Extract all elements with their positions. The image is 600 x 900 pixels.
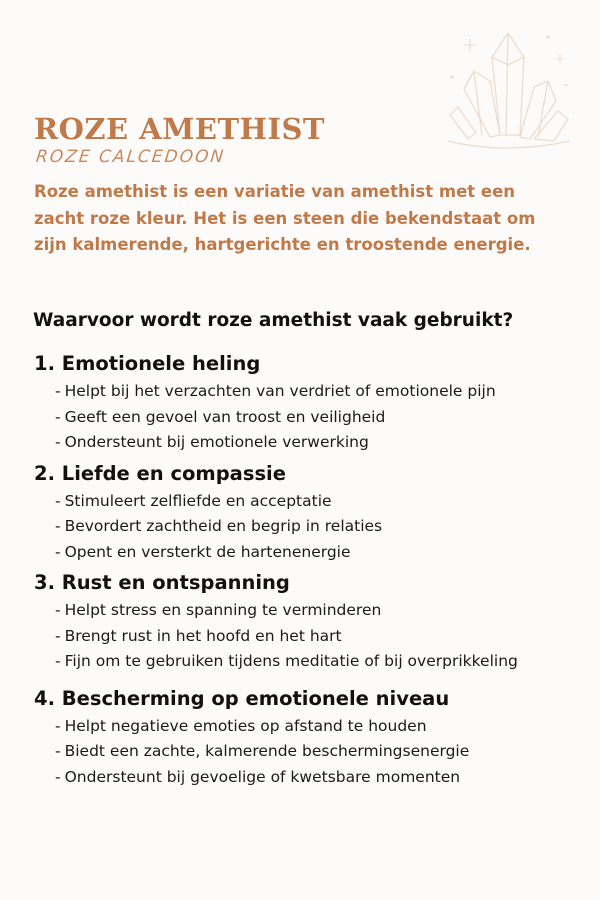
crystal-cluster-icon	[430, 15, 580, 165]
list-item-text: Biedt een zachte, kalmerende beschermingsenergie	[64, 742, 470, 760]
list-item-text: Fijn om te gebruiken tijdens meditatie of bij overprikkeling	[64, 652, 518, 670]
intro-paragraph: Roze amethist is een variatie van amethist met een zacht roze kleur. Het is een steen die bekendstaat om zijn kalmerende, hartgerichte en troostende energie.	[34, 182, 536, 254]
section-emotional-healing	[34, 350, 594, 456]
bullet-list	[34, 379, 594, 456]
list-item: - Brengt rust in het hoofd en het hart	[55, 626, 342, 645]
bullet-list	[34, 714, 594, 791]
section-rest-relaxation	[34, 569, 594, 675]
list-item-text: Helpt stress en spanning te verminderen	[64, 601, 382, 619]
list-item: - Stimuleert zelfliefde en acceptatie	[55, 491, 332, 510]
section-heading: 1. Emotionele heling	[34, 352, 261, 375]
list-item: - Helpt negatieve emoties op afstand te houden	[55, 716, 427, 735]
page-subtitle: ROZE CALCEDOON	[34, 147, 227, 167]
list-item-text: Helpt bij het verzachten van verdriet of emotionele pijn	[64, 382, 496, 400]
list-item: - Geeft een gevoel van troost en veiligheid	[55, 407, 386, 426]
list-item-text: Helpt negatieve emoties op afstand te houden	[64, 716, 427, 735]
uses-list	[34, 350, 594, 790]
section-heading: 3. Rust en ontspanning	[34, 571, 290, 594]
list-item: - Fijn om te gebruiken tijdens meditatie of bij overprikkeling	[55, 652, 518, 670]
list-item-text: Ondersteunt bij gevoelige of kwetsbare momenten	[64, 767, 461, 786]
list-item: - Helpt stress en spanning te verminderen	[55, 601, 382, 619]
list-item-text: Ondersteunt bij emotionele verwerking	[64, 433, 369, 451]
list-item: - Biedt een zachte, kalmerende beschermingsenergie	[55, 742, 470, 760]
list-item: - Ondersteunt bij emotionele verwerking	[55, 433, 369, 451]
section-emotional-protection	[34, 685, 594, 791]
list-item-text: Opent en versterkt de hartenenergie	[64, 542, 351, 561]
list-item-text: Geeft een gevoel van troost en veiligheid	[64, 407, 386, 426]
page-title: ROZE AMETHIST	[34, 112, 326, 146]
list-item-text: Bevordert zachtheid en begrip in relaties	[64, 517, 383, 535]
list-item: - Helpt bij het verzachten van verdriet of emotionele pijn	[55, 382, 496, 400]
bullet-list	[34, 489, 594, 566]
section-love-compassion	[34, 460, 594, 566]
list-item: - Bevordert zachtheid en begrip in relaties	[55, 517, 383, 535]
list-item-text: Brengt rust in het hoofd en het hart	[64, 626, 342, 645]
list-item: - Ondersteunt bij gevoelige of kwetsbare momenten	[55, 767, 461, 786]
list-item: - Opent en versterkt de hartenenergie	[55, 542, 351, 561]
section-heading: 4. Bescherming op emotionele niveau	[34, 686, 450, 710]
list-item-text: Stimuleert zelfliefde en acceptatie	[64, 491, 332, 510]
question-heading: Waarvoor wordt roze amethist vaak gebruikt?	[33, 310, 514, 331]
section-heading: 2. Liefde en compassie	[34, 461, 286, 485]
bullet-list	[34, 598, 594, 675]
